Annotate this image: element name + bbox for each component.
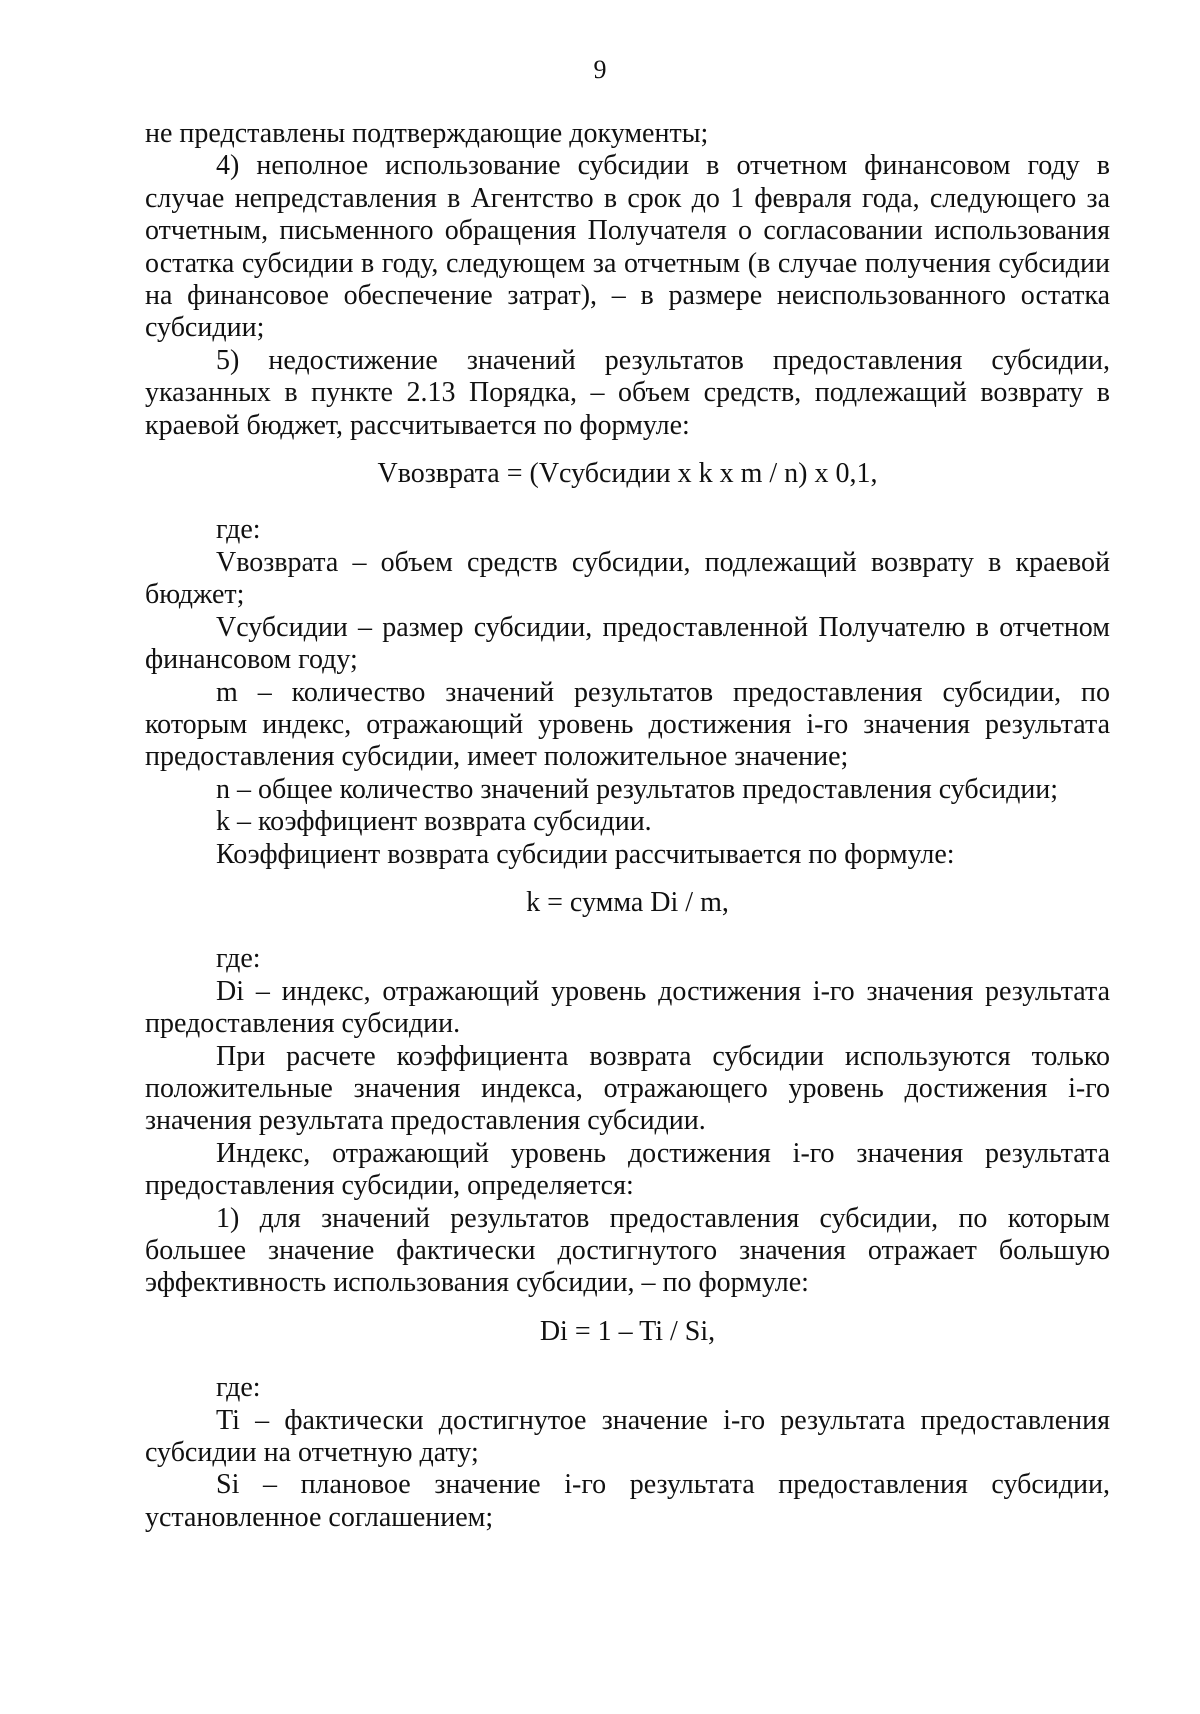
paragraph-item-1: 1) для значений результатов предоставления субсидии, по которым большее значение фактически достигнутого значения отражает большую эффективность использования субсидии, – по формуле:: [145, 1202, 1110, 1299]
paragraph-continuation: не представлены подтверждающие документы;: [145, 118, 709, 149]
definition-m: m – количество значений результатов предоставления субсидии, по которым индекс, отражающий уровень достижения i-го значения результата предоставления субсидии, имеет положительное значение;: [145, 676, 1110, 773]
document-body: [145, 118, 1110, 1534]
definition-v-subsidy: Vсубсидии – размер субсидии, предоставленной Получателю в отчетном финансовом году;: [145, 611, 1110, 676]
where-label: где:: [216, 1372, 261, 1404]
definition-ti: Ti – фактически достигнутое значение i-го результата предоставления субсидии на отчетную дату;: [145, 1404, 1110, 1469]
definition-v-return: Vвозврата – объем средств субсидии, подлежащий возврату в краевой бюджет;: [145, 546, 1110, 611]
page-number: 9: [593, 55, 607, 84]
where-label: где:: [216, 943, 261, 975]
paragraph-coefficient-intro: Коэффициент возврата субсидии рассчитывается по формуле:: [216, 838, 955, 870]
formula-k: k = сумма Di / m,: [526, 886, 729, 918]
formula-di: Di = 1 – Ti / Si,: [539, 1315, 716, 1347]
paragraph-item-4: 4) неполное использование субсидии в отчетном финансовом году в случае непредставления в Агентство в срок до 1 февраля года, следующего за отчетным, письменного обращения Получателя о согласовании использования остатка субсидии в году, следующем за отчетным (в случае получения субсидии на финансовое обеспечение затрат), – в размере неиспользованного остатка субсидии;: [145, 150, 1110, 344]
definition-si: Si – плановое значение i-го результата предоставления субсидии, установленное соглашением;: [145, 1469, 1110, 1533]
formula-v-return: Vвозврата = (Vсубсидии x k x m / n) x 0,1,: [377, 458, 878, 490]
definition-n: n – общее количество значений результатов предоставления субсидии;: [216, 773, 1059, 805]
where-label: где:: [216, 514, 261, 546]
definition-di: Di – индекс, отражающий уровень достижения i-го значения результата предоставления субсидии.: [145, 975, 1110, 1040]
definition-k: k – коэффициент возврата субсидии.: [216, 806, 652, 838]
paragraph-index-intro: Индекс, отражающий уровень достижения i-го значения результата предоставления субсидии, определяется:: [145, 1137, 1110, 1202]
paragraph-positive-values: При расчете коэффициента возврата субсидии используются только положительные значения индекса, отражающего уровень достижения i-го значения результата предоставления субсидии.: [145, 1040, 1110, 1137]
paragraph-item-5: 5) недостижение значений результатов предоставления субсидии, указанных в пункте 2.13 Порядка, – объем средств, подлежащий возврату в краевой бюджет, рассчитывается по формуле:: [145, 344, 1110, 441]
